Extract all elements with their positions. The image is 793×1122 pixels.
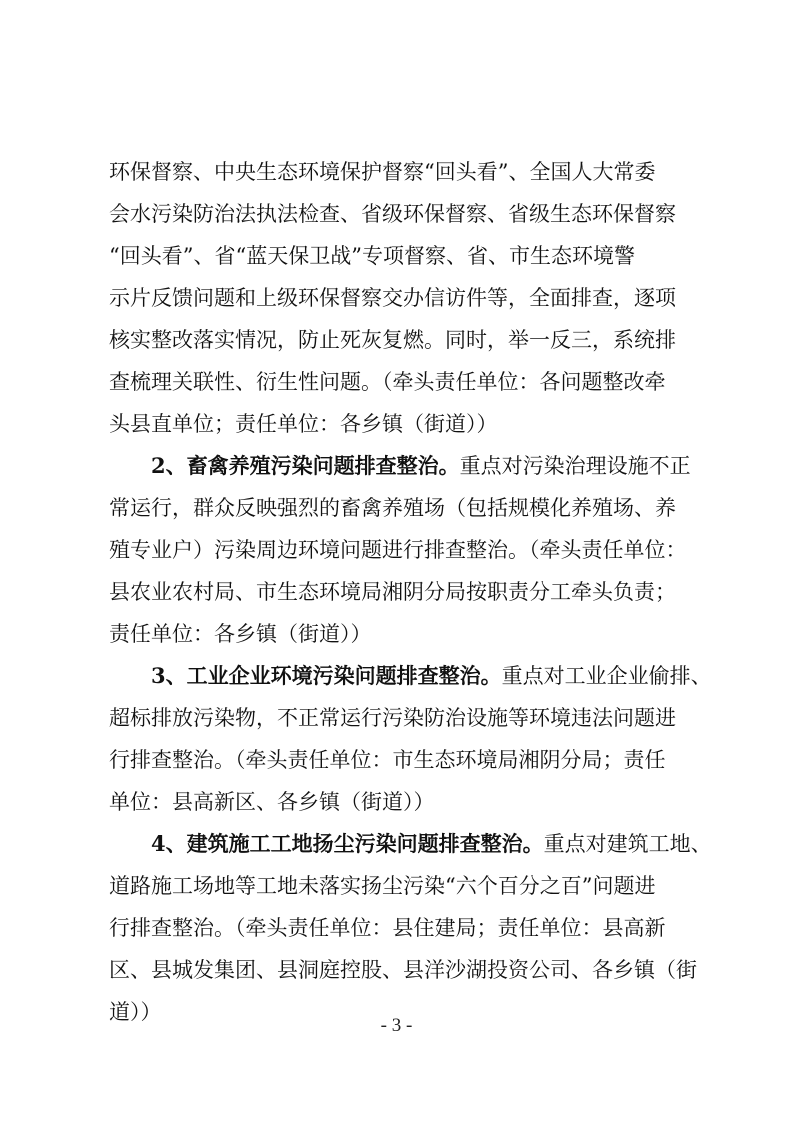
- section-2-line: [151, 446, 691, 486]
- section-4-line: [151, 824, 712, 864]
- section-3-line: [151, 656, 712, 696]
- paragraph-line: 超标排放污染物，不正常运行污染防治设施等环境违法问题进: [109, 706, 676, 730]
- paragraph-line: 重点对污染治理设施不正: [459, 454, 691, 478]
- section-4-heading: 4、建筑施工工地扬尘污染问题排查整治。: [151, 831, 544, 856]
- paragraph-line: “回头看”、省“蓝天保卫战”专项督察、省、市生态环境警: [109, 244, 635, 268]
- paragraph-line: 重点对工业企业偷排、: [501, 664, 712, 688]
- paragraph-line: 查梳理关联性、衍生性问题。（牵头责任单位：各问题整改牵: [109, 370, 666, 394]
- paragraph-line: 头县直单位；责任单位：各乡镇（街道））: [109, 412, 498, 436]
- paragraph-line: 重点对建筑工地、: [543, 832, 712, 856]
- paragraph-line: 核实整改落实情况，防止死灰复燃。同时，举一反三，系统排: [109, 328, 676, 352]
- paragraph-line: 单位：县高新区、各乡镇（街道））: [109, 790, 435, 814]
- page-number: - 3 -: [380, 1015, 413, 1036]
- section-2-heading: 2、畜禽养殖污染问题排查整治。: [151, 453, 460, 478]
- paragraph-line: 区、县城发集团、县洞庭控股、县洋沙湖投资公司、各乡镇（街: [109, 958, 697, 982]
- paragraph-line: 道路施工场地等工地未落实扬尘污染“六个百分之百”问题进: [109, 874, 656, 898]
- paragraph-line: 殖专业户）污染周边环境问题进行排查整治。（牵头责任单位：: [109, 538, 687, 562]
- paragraph-line: 常运行，群众反映强烈的畜禽养殖场（包括规模化养殖场、养: [109, 496, 676, 520]
- paragraph-line: 道））: [109, 1000, 162, 1024]
- section-3-heading: 3、工业企业环境污染问题排查整治。: [151, 663, 502, 688]
- paragraph-line: 会水污染防治法执法检查、省级环保督察、省级生态环保督察: [109, 202, 676, 226]
- paragraph-line: 行排查整治。（牵头责任单位：县住建局；责任单位：县高新: [109, 916, 666, 940]
- paragraph-line: 县农业农村局、市生态环境局湘阴分局按职责分工牵头负责；: [109, 580, 676, 604]
- paragraph-line: 环保督察、中央生态环境保护督察“回头看”、全国人大常委: [109, 160, 656, 184]
- paragraph-line: 示片反馈问题和上级环保督察交办信访件等，全面排查，逐项: [109, 286, 676, 310]
- paragraph-line: 行排查整治。（牵头责任单位：市生态环境局湘阴分局；责任: [109, 748, 666, 772]
- paragraph-line: 责任单位：各乡镇（街道））: [109, 622, 372, 646]
